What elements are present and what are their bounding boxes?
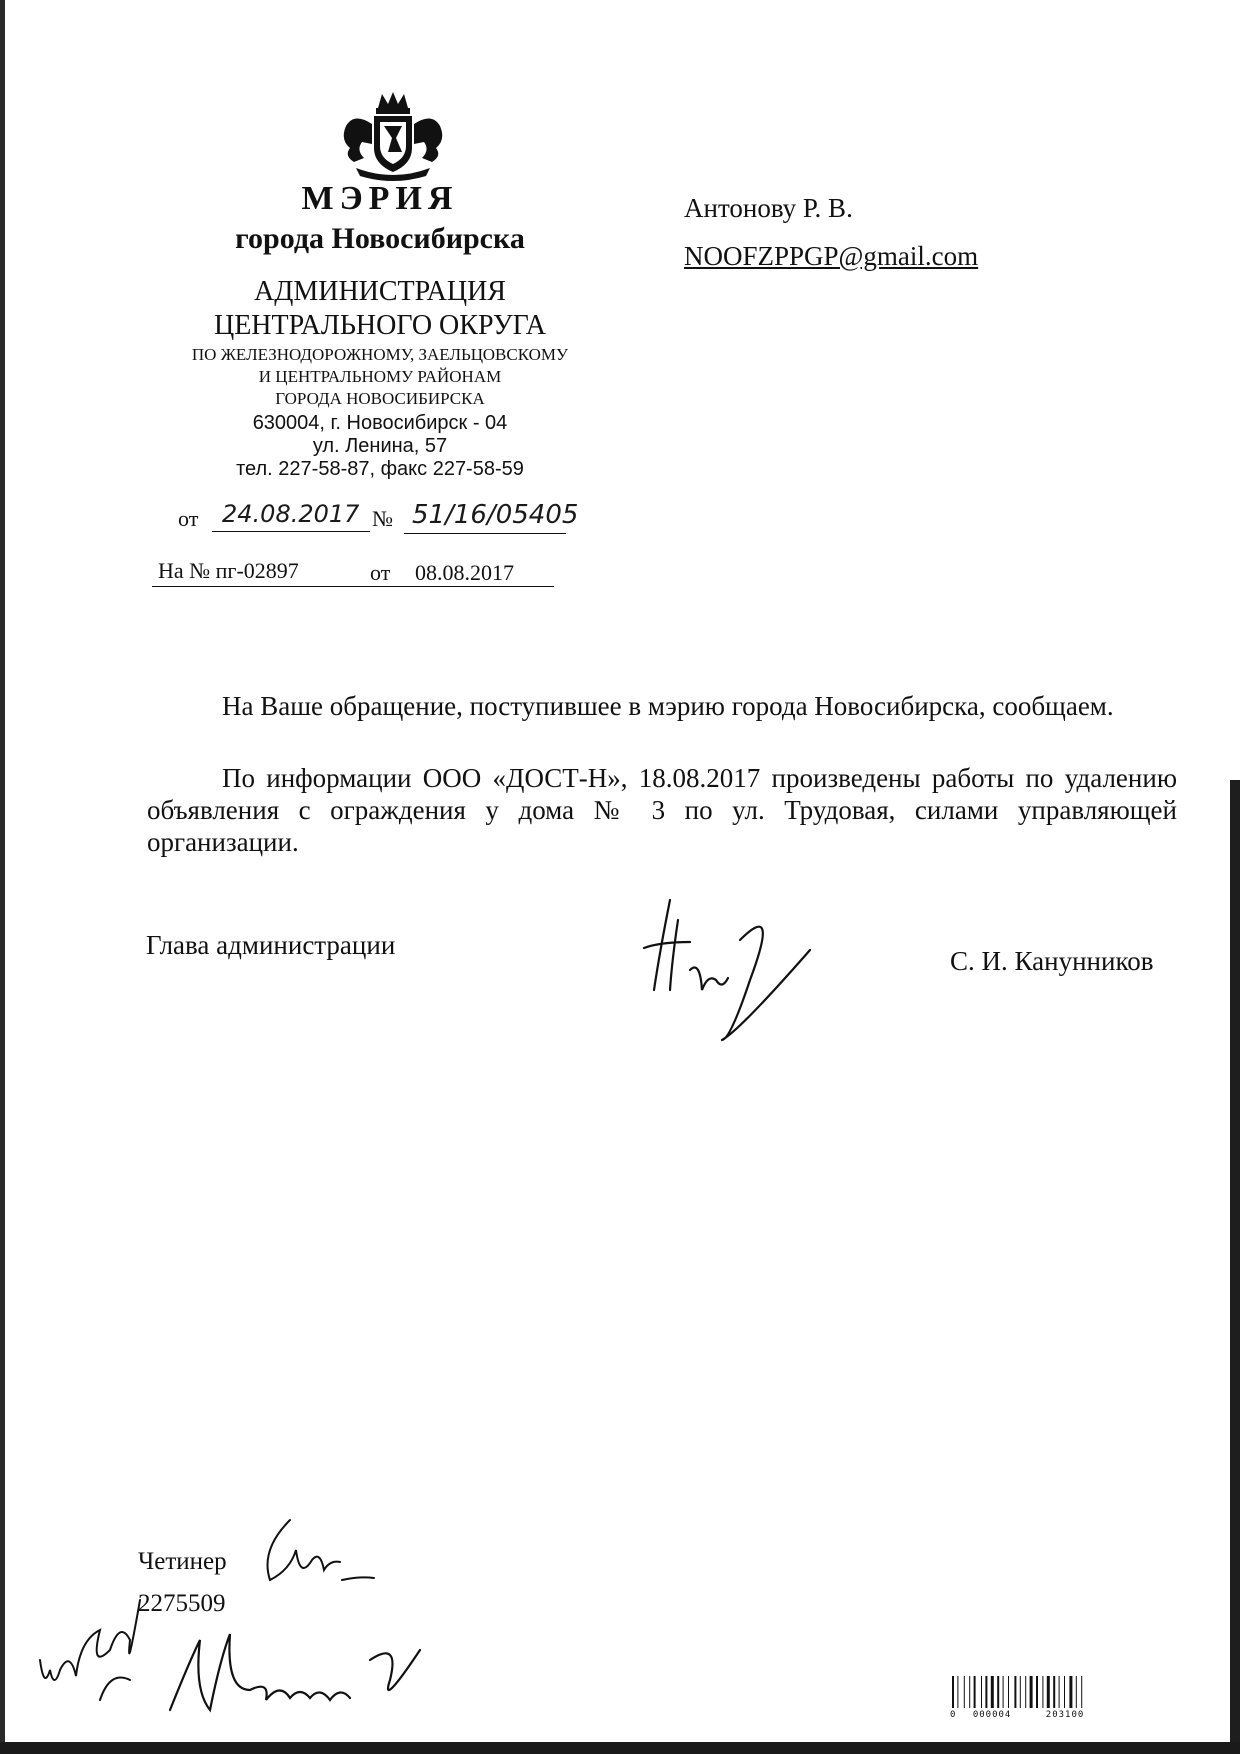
barcode-right-digits: 203100 — [1045, 1710, 1085, 1720]
outgoing-number-underline — [404, 533, 566, 534]
executor-phone: 2275509 — [138, 1590, 226, 1617]
scan-edge-bottom — [0, 1742, 1240, 1754]
admin-title-line1: АДМИНИСТРАЦИЯ — [254, 276, 506, 307]
barcode-digits — [950, 1710, 1135, 1720]
contact-line: тел. 227-58-87, факс 227-58-59 — [236, 458, 524, 480]
outgoing-date-underline — [212, 531, 370, 532]
districts-line3: ГОРОДА НОВОСИБИРСКА — [275, 389, 485, 408]
admin-title-line2: ЦЕНТРАЛЬНОГО ОКРУГА — [213, 310, 547, 341]
barcode-left-digits: 0 — [950, 1710, 957, 1720]
outgoing-number: 51/16/05405 — [412, 500, 579, 530]
outgoing-number-label: № — [372, 506, 393, 531]
scan-edge-right — [1230, 780, 1240, 1754]
districts-line1: ПО ЖЕЛЕЗНОДОРОЖНОМУ, ЗАЕЛЬЦОВСКОМУ — [191, 345, 569, 364]
handwritten-initials-mark — [250, 1510, 380, 1610]
coat-of-arms-icon — [334, 90, 452, 185]
org-city: города Новосибирска — [235, 222, 525, 255]
incoming-from-label: от — [370, 560, 391, 585]
handwritten-approval-signature — [160, 1620, 440, 1730]
body-paragraph-2: По информации ООО «ДОСТ-Н», 18.08.2017 произведены работы по удалению объявления с ограждения у дома № 3 по ул. Трудовая, силами управляющей организации. — [147, 763, 1177, 857]
executor-name: Четинер — [138, 1548, 227, 1575]
districts-line2: И ЦЕНТРАЛЬНОМУ РАЙОНАМ — [258, 367, 502, 386]
recipient-email: NOOFZPPGP@gmail.com — [684, 241, 979, 271]
org-title: МЭРИЯ — [301, 180, 459, 217]
handwritten-margin-note — [30, 1580, 160, 1710]
signatory-position: Глава администрации — [146, 930, 396, 960]
signatory-name: С. И. Канунников — [950, 946, 1154, 976]
incoming-underline — [152, 586, 554, 587]
recipient-name: Антонову Р. В. — [684, 193, 853, 223]
address-line2: ул. Ленина, 57 — [312, 435, 448, 457]
body-paragraph-1: На Ваше обращение, поступившее в мэрию города Новосибирска, сообщаем. — [222, 691, 1114, 721]
outgoing-from-label: от — [178, 506, 199, 531]
outgoing-date: 24.08.2017 — [222, 500, 360, 528]
barcode-middle-digits: 000004 — [972, 1710, 1012, 1720]
signature-mark — [630, 890, 830, 1050]
incoming-number: На № пг-02897 — [158, 558, 299, 583]
incoming-date: 08.08.2017 — [415, 560, 514, 585]
scan-edge-left — [0, 0, 5, 1754]
address-line1: 630004, г. Новосибирск - 04 — [252, 412, 508, 434]
